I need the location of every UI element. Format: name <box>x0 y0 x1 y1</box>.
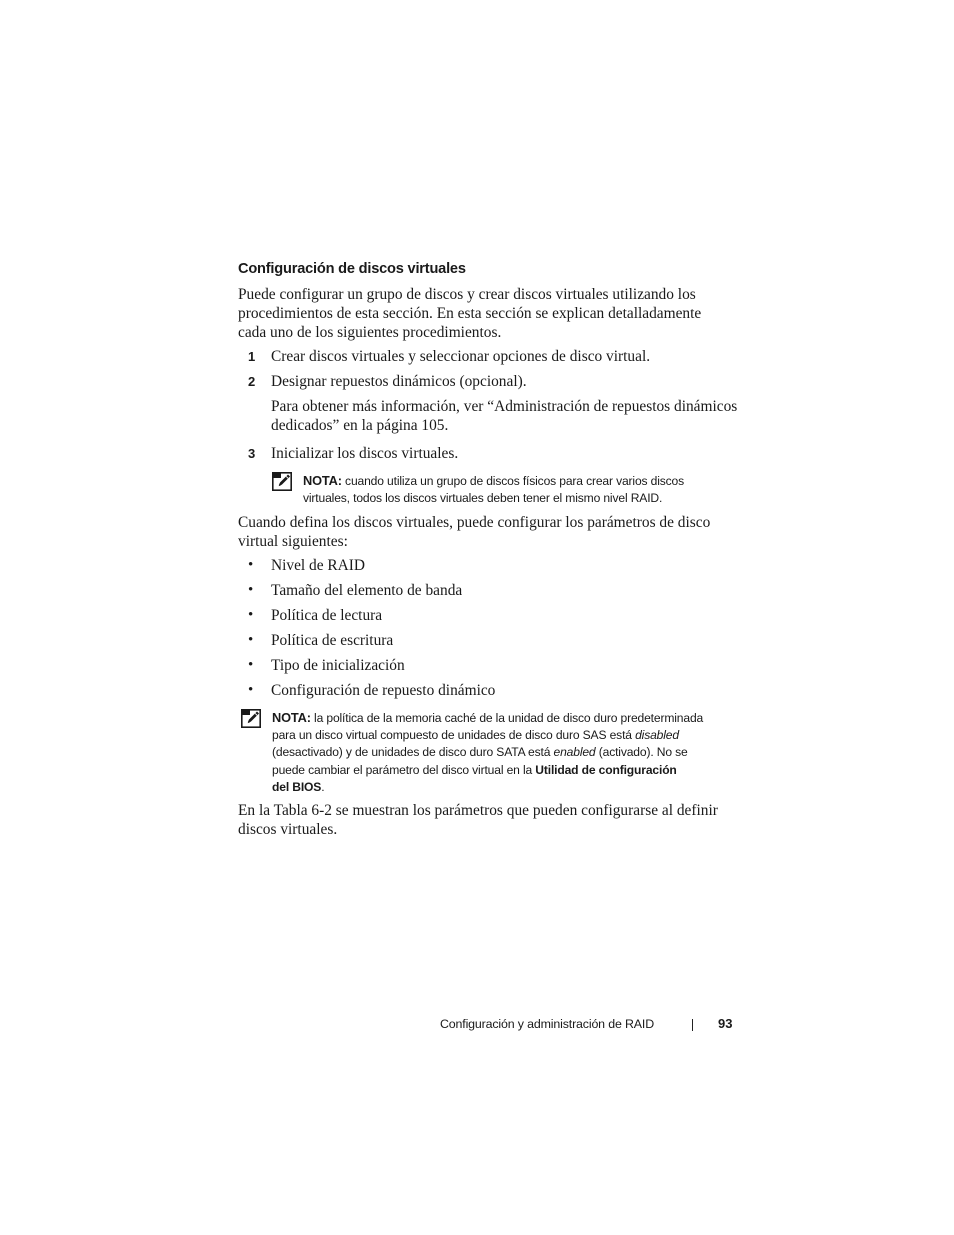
note-text <box>272 709 703 796</box>
note-pencil-icon <box>241 709 261 728</box>
intro-line: Puede configurar un grupo de discos y crear discos virtuales utilizando los <box>238 286 696 303</box>
step-number: 3 <box>248 446 256 461</box>
bullet-icon: • <box>248 657 254 673</box>
section-heading: Configuración de discos virtuales <box>238 261 466 277</box>
note-pencil-icon <box>272 472 292 491</box>
params-intro-paragraph <box>238 513 738 551</box>
closing-line: discos virtuales. <box>238 821 338 838</box>
note-line: virtuales, todos los discos virtuales deben tener el mismo nivel RAID. <box>303 491 663 506</box>
list-item-text: Política de lectura <box>271 607 383 624</box>
note-text <box>303 472 684 507</box>
note-ui-term: Utilidad de configuración <box>535 762 677 777</box>
intro-paragraph <box>238 285 738 342</box>
note-label: NOTA: <box>303 473 342 488</box>
list-item-text: Configuración de repuesto dinámico <box>271 682 496 699</box>
note-emphasis: enabled <box>553 745 596 760</box>
step-text: Inicializar los discos virtuales. <box>271 445 459 462</box>
note-line: la política de la memoria caché de la unidad de disco duro predeterminada <box>314 711 704 725</box>
bullet-icon: • <box>248 557 254 573</box>
list-item-text: Política de escritura <box>271 632 394 649</box>
closing-paragraph <box>238 801 738 839</box>
bullet-icon: • <box>248 582 254 598</box>
params-intro-line: virtual siguientes: <box>238 533 348 550</box>
step-text: Designar repuestos dinámicos (opcional). <box>271 373 527 390</box>
page-number: 93 <box>718 1016 733 1031</box>
note-line: cuando utiliza un grupo de discos físicos para crear varios discos <box>345 474 685 488</box>
intro-line: cada uno de los siguientes procedimientos. <box>238 324 502 341</box>
note-line: . <box>321 779 325 794</box>
step-text: Crear discos virtuales y seleccionar opciones de disco virtual. <box>271 348 651 365</box>
step-detail <box>271 397 737 435</box>
step-number: 1 <box>248 349 256 364</box>
step-detail-line: dedicados” en la página 105. <box>271 417 449 434</box>
note-emphasis: disabled <box>635 728 679 743</box>
note-label: NOTA: <box>272 710 311 725</box>
params-intro-line: Cuando defina los discos virtuales, puede configurar los parámetros de disco <box>238 514 711 531</box>
bullet-icon: • <box>248 632 254 648</box>
list-item-text: Tamaño del elemento de banda <box>271 582 463 599</box>
note-line: (desactivado) y de unidades de disco duro SATA está <box>272 745 551 760</box>
closing-line: En la Tabla 6-2 se muestran los parámetros que pueden configurarse al definir <box>238 802 718 819</box>
list-item-text: Nivel de RAID <box>271 557 366 574</box>
note-line: puede cambiar el parámetro del disco virtual en la <box>272 762 533 777</box>
note-line: (activado). No se <box>598 745 688 760</box>
bullet-icon: • <box>248 682 254 698</box>
footer-separator <box>692 1019 693 1031</box>
bullet-icon: • <box>248 607 254 623</box>
step-number: 2 <box>248 374 256 389</box>
note-line: para un disco virtual compuesto de unidades de disco duro SAS está <box>272 728 632 743</box>
intro-line: procedimientos de esta sección. En esta sección se explican detalladamente <box>238 305 702 322</box>
list-item-text: Tipo de inicialización <box>271 657 405 674</box>
note-ui-term: del BIOS <box>272 779 322 794</box>
step-detail-line: Para obtener más información, ver “Administración de repuestos dinámicos <box>271 398 738 415</box>
footer-chapter-title: Configuración y administración de RAID <box>440 1017 654 1031</box>
